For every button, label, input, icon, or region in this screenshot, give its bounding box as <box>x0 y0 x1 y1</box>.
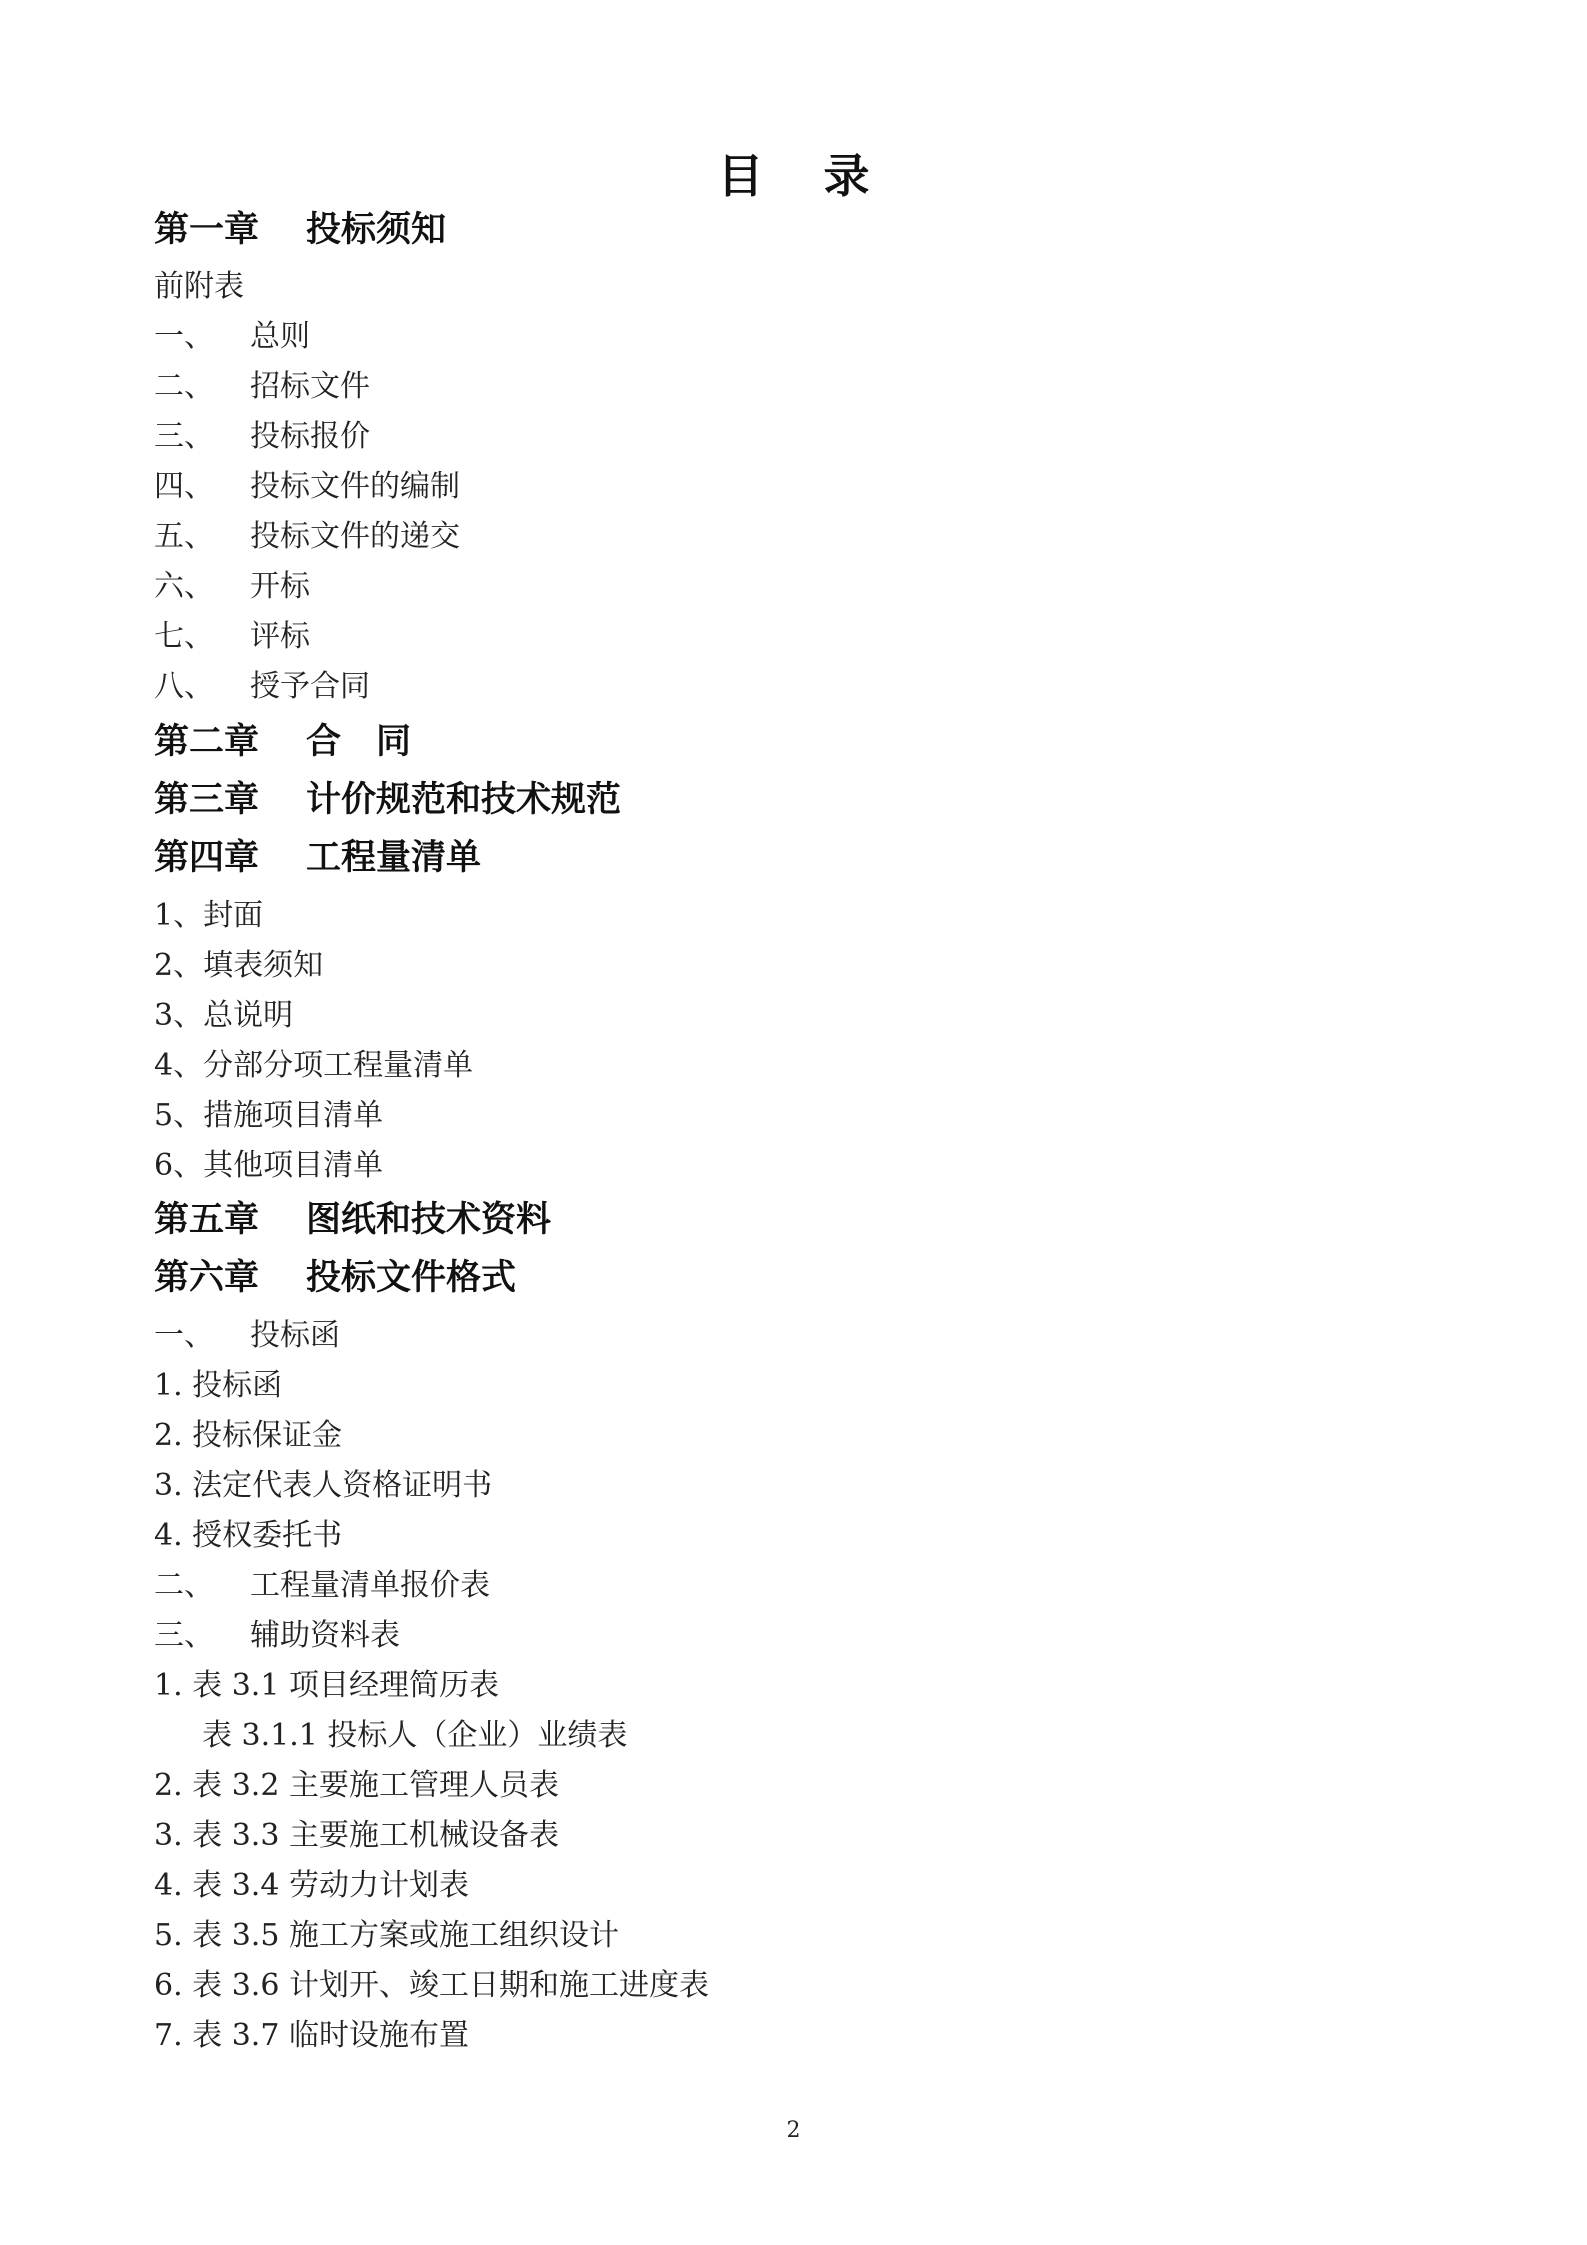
toc-item <box>154 417 370 457</box>
item-title: 封面 <box>203 898 264 933</box>
item-number: 6. <box>154 1968 183 2003</box>
item-title: 表 3.1 项目经理简历表 <box>192 1668 499 1703</box>
item-title: 投标函 <box>192 1368 283 1403</box>
toc-item <box>154 1916 619 1956</box>
toc-item <box>154 1046 473 1086</box>
toc-chapter-1 <box>154 210 446 250</box>
item-number: 二、 <box>154 1568 214 1603</box>
page-number: 2 <box>786 2118 801 2143</box>
item-title: 表 3.1.1 投标人（企业）业绩表 <box>202 1718 628 1753</box>
item-title: 填表须知 <box>203 948 324 983</box>
toc-item <box>154 1146 383 1186</box>
toc-item <box>154 1516 342 1556</box>
item-number: 3. <box>154 1818 183 1853</box>
chapter-number: 第六章 <box>154 1257 260 1298</box>
item-title: 表 3.6 计划开、竣工日期和施工进度表 <box>192 1968 709 2003</box>
item-title: 投标函 <box>250 1318 340 1353</box>
toc-item <box>154 1866 469 1906</box>
item-number: 七、 <box>154 619 214 654</box>
toc-item <box>154 317 310 357</box>
toc-item <box>154 1816 559 1856</box>
toc-item <box>154 896 263 936</box>
item-number: 1、 <box>154 898 204 933</box>
item-title: 总说明 <box>203 998 294 1033</box>
toc-item <box>154 1666 499 1706</box>
item-number: 5. <box>154 1918 183 1953</box>
toc-chapter-3 <box>154 780 621 820</box>
item-number: 7. <box>154 2018 183 2053</box>
toc-item <box>154 467 460 507</box>
toc-chapter-2 <box>154 722 411 762</box>
item-number: 一、 <box>154 319 214 354</box>
item-title: 法定代表人资格证明书 <box>192 1468 493 1503</box>
item-title: 投标报价 <box>250 419 370 454</box>
chapter-title: 图纸和技术资料 <box>306 1199 552 1240</box>
item-title: 投标保证金 <box>192 1418 343 1453</box>
toc-item <box>154 2016 469 2056</box>
chapter-title: 投标须知 <box>306 209 447 250</box>
item-number: 三、 <box>154 1618 214 1653</box>
chapter-title: 计价规范和技术规范 <box>306 779 622 820</box>
toc-item <box>154 1716 627 1756</box>
item-title: 表 3.2 主要施工管理人员表 <box>192 1768 559 1803</box>
item-number: 四、 <box>154 469 214 504</box>
toc-item <box>154 367 370 407</box>
toc-chapter-5 <box>154 1200 551 1240</box>
item-number: 3. <box>154 1468 183 1503</box>
toc-item <box>154 1096 383 1136</box>
item-title: 评标 <box>250 619 310 654</box>
chapter-number: 第一章 <box>154 209 260 250</box>
item-number: 2. <box>154 1768 183 1803</box>
item-title: 授予合同 <box>250 669 370 704</box>
item-number: 2. <box>154 1418 183 1453</box>
item-number: 3、 <box>154 998 204 1033</box>
toc-chapter-6 <box>154 1258 516 1298</box>
toc-item <box>154 667 370 707</box>
item-title: 表 3.5 施工方案或施工组织设计 <box>192 1918 619 1953</box>
toc-item <box>154 1616 400 1656</box>
toc-item <box>154 1416 342 1456</box>
item-title: 总则 <box>250 319 310 354</box>
chapter-title: 投标文件格式 <box>306 1257 517 1298</box>
item-title: 前附表 <box>154 269 244 304</box>
item-number: 1. <box>154 1368 183 1403</box>
item-title: 辅助资料表 <box>250 1618 400 1653</box>
toc-item <box>154 267 244 307</box>
item-number: 1. <box>154 1668 183 1703</box>
toc-title <box>0 148 1587 204</box>
item-title: 工程量清单报价表 <box>250 1568 490 1603</box>
toc-item <box>154 1566 490 1606</box>
item-number: 二、 <box>154 369 214 404</box>
item-number: 三、 <box>154 419 214 454</box>
toc-item <box>154 996 293 1036</box>
item-title: 表 3.3 主要施工机械设备表 <box>192 1818 559 1853</box>
item-number: 五、 <box>154 519 214 554</box>
toc-item <box>154 1466 492 1506</box>
item-title: 表 3.7 临时设施布置 <box>192 2018 469 2053</box>
toc-title-char-1: 目 <box>717 149 764 203</box>
item-number: 4. <box>154 1868 183 1903</box>
chapter-number: 第五章 <box>154 1199 260 1240</box>
item-number: 一、 <box>154 1318 214 1353</box>
toc-item <box>154 1366 282 1406</box>
chapter-number: 第三章 <box>154 779 260 820</box>
item-title: 授权委托书 <box>192 1518 343 1553</box>
item-title: 投标文件的递交 <box>250 519 460 554</box>
item-title: 投标文件的编制 <box>250 469 460 504</box>
item-number: 2、 <box>154 948 204 983</box>
chapter-title: 合 同 <box>306 721 412 762</box>
item-title: 表 3.4 劳动力计划表 <box>192 1868 469 1903</box>
toc-item <box>154 1766 559 1806</box>
toc-item <box>154 517 460 557</box>
chapter-title: 工程量清单 <box>306 837 482 878</box>
item-title: 其他项目清单 <box>203 1148 384 1183</box>
toc-title-char-2: 录 <box>823 149 870 203</box>
toc-item <box>154 567 310 607</box>
chapter-number: 第二章 <box>154 721 260 762</box>
item-number: 八、 <box>154 669 214 704</box>
item-number: 5、 <box>154 1098 204 1133</box>
item-number: 4. <box>154 1518 183 1553</box>
item-number: 六、 <box>154 569 214 604</box>
item-title: 分部分项工程量清单 <box>203 1048 474 1083</box>
toc-chapter-4 <box>154 838 481 878</box>
toc-item <box>154 617 310 657</box>
item-number: 6、 <box>154 1148 204 1183</box>
toc-item <box>154 1316 340 1356</box>
toc-item <box>154 1966 709 2006</box>
item-title: 招标文件 <box>250 369 370 404</box>
toc-item <box>154 946 323 986</box>
chapter-number: 第四章 <box>154 837 260 878</box>
item-title: 开标 <box>250 569 310 604</box>
item-number: 4、 <box>154 1048 204 1083</box>
item-title: 措施项目清单 <box>203 1098 384 1133</box>
